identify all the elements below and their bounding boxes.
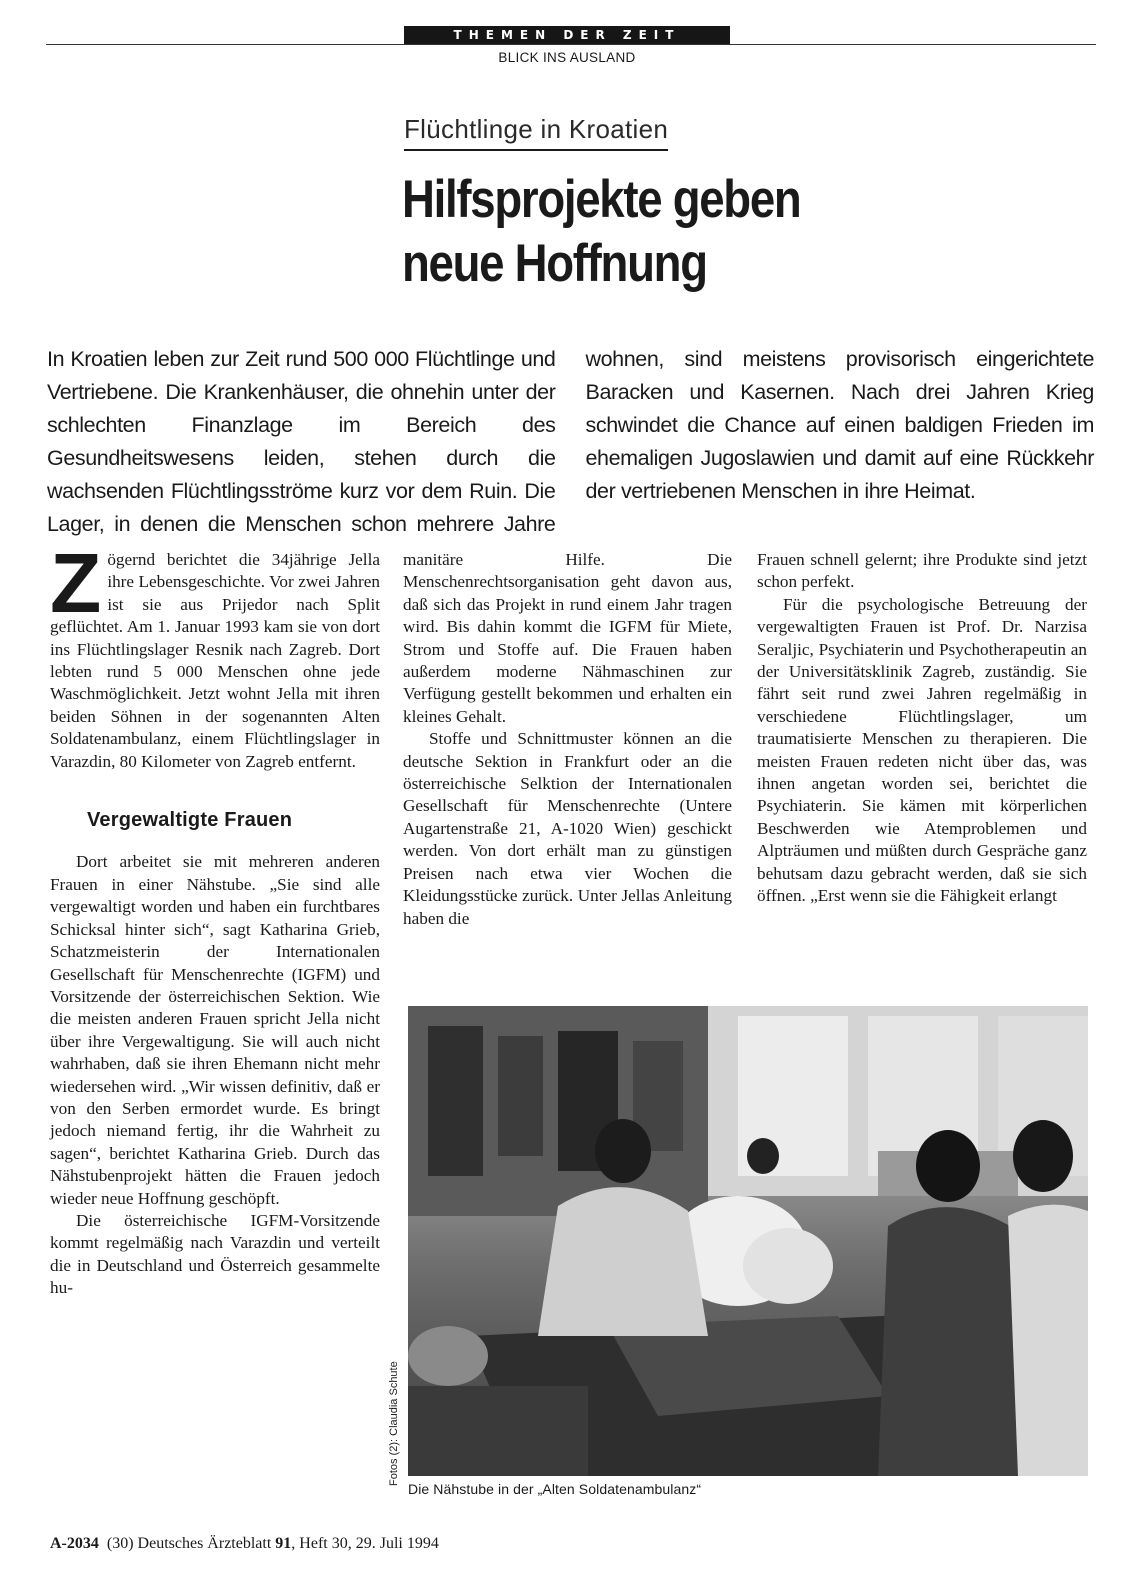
- drop-cap: Z: [50, 536, 102, 630]
- journal-name: (30) Deutsches Ärzteblatt: [106, 1535, 272, 1552]
- text-column-2: [403, 549, 732, 930]
- article-headline: Hilfsprojekte geben neue Hoffnung: [402, 170, 801, 293]
- section-subhead: Vergewaltigte Frauen: [87, 809, 293, 832]
- page-footer: [50, 1535, 439, 1553]
- body-paragraph: Die österreichische IGFM-Vorsitzende kommt regelmäßig nach Varazdin und verteilt die in Deutschland und Österreich gesammelte hu-: [50, 1210, 380, 1298]
- article-kicker: Flüchtlinge in Kroatien: [404, 114, 668, 151]
- body-paragraph: Stoffe und Schnittmuster können an die deutsche Sektion in Frankfurt oder an die österreichische Selktion der Internationalen Gesellschaft für Menschenrechte (Untere Augartenstraße 21, A-1020 Wien) geschickt werden. Von dort erhält man zu günstigen Preisen nach etwa vier Wochen die Kleidungsstücke zurück. Unter Jellas Anleitung haben die: [403, 729, 732, 928]
- photo-caption: Die Nähstube in der „Alten Soldatenambulanz“: [408, 1481, 702, 1497]
- photo-credit: Fotos (2): Claudia Schute: [388, 1361, 400, 1486]
- page-number: A-2034: [50, 1535, 99, 1552]
- body-paragraph: Dort arbeitet sie mit mehreren anderen Frauen in einer Nähstube. „Sie sind alle vergewaltigt worden und haben ein furchtbares Schicksal hinter sich“, sagt Katharina Grieb, Schatzmeisterin der Internationalen Gesellschaft für Menschenrechte (IGFM) und Vorsitzende der österreichischen Sektion. Wie die meisten anderen Frauen spricht Jella nicht über ihre Vergewaltigung. Sie will auch nicht wahrhaben, daß sie ihren Ehemann nicht mehr wiedersehen wird. „Wir wissen definitiv, daß er von den Serben ermordet wurde. Es bringt jedoch niemand fertig, ihr die Wahrheit zu sagen“, berichtet Katharina Grieb. Durch das Nähstubenprojekt hätten die Frauen jedoch wieder neue Hoffnung geschöpft.: [50, 852, 380, 1208]
- body-paragraph: Zögernd berichtet die 34jährige Jella ihre Lebensgeschichte. Vor zwei Jahren ist sie aus Prijedor nach Split geflüchtet. Am 1. Januar 1993 kam sie von dort ins Flüchtlingslager Resnik nach Zagreb. Dort lebten rund 5 000 Menschen ohne jede Waschmöglichkeit. Jetzt wohnt Jella mit ihren beiden Söhnen in der sogenannten Alten Soldatenambulanz, einem Flüchtlingslager in Varazdin, 80 Kilometer von Zagreb entfernt.: [50, 536, 380, 771]
- header-rule: [46, 44, 1096, 45]
- article-lead: In Kroatien leben zur Zeit rund 500 000 Flüchtlinge und Vertriebene. Die Krankenhäuser, die ohnehin unter der schlechten Finanzlage im Bereich des Gesundheitswesens leiden, stehen durch die wachsenden Flüchtlingsströme kurz vor dem Ruin. Die Lager, in denen die Menschen schon mehrere Jahre wohnen, sind meistens provisorisch eingerichtete Baracken und Kasernen. Nach drei Jahren Krieg schwindet die Chance auf einen baldigen Frieden im ehemaligen Jugoslawien und damit auf eine Rückkehr der vertriebenen Menschen in ihre Heimat.: [47, 347, 1094, 536]
- article-photo: [408, 1006, 1088, 1476]
- subsection-label: BLICK INS AUSLAND: [498, 50, 636, 65]
- body-paragraph: Frauen schnell gelernt; ihre Produkte sind jetzt schon perfekt.: [757, 550, 1087, 592]
- journal-volume: 91: [275, 1535, 292, 1552]
- text-column-3: [757, 549, 1087, 908]
- issue-date: , Heft 30, 29. Juli 1994: [291, 1535, 439, 1552]
- photo-illustration: [408, 1006, 1088, 1476]
- body-paragraph: manitäre Hilfe. Die Menschenrechtsorganisation geht davon aus, daß sich das Projekt in rund einem Jahr tragen wird. Bis dahin kommt die IGFM für Miete, Strom und Stoffe auf. Die Frauen haben außerdem moderne Nähmaschinen zur Verfügung gestellt bekommen und erhalten ein kleines Gehalt.: [403, 550, 732, 726]
- section-label: THEMEN DER ZEIT: [404, 26, 730, 44]
- text-column-1: [50, 536, 380, 1300]
- body-paragraph: Für die psychologische Betreuung der vergewaltigten Frauen ist Prof. Dr. Narzisa Seraljic, Psychiaterin und Psychotherapeutin an der Universitätsklinik Zagreb, zuständig. Sie fährt seit rund zwei Jahren regelmäßig in verschiedene Flüchtlingslager, um traumatisierte Menschen zu therapieren. Die meisten Frauen redeten nicht über das, was ihnen angetan worden sei, berichtet die Psychiaterin. Sie kämen mit körperlichen Beschwerden wie Atemproblemen und Alpträumen und müßten durch Gespräche ganz behutsam dazu gebracht werden, daß sie sich öffnen. „Erst wenn sie die Fähigkeit erlangt: [757, 594, 1087, 906]
